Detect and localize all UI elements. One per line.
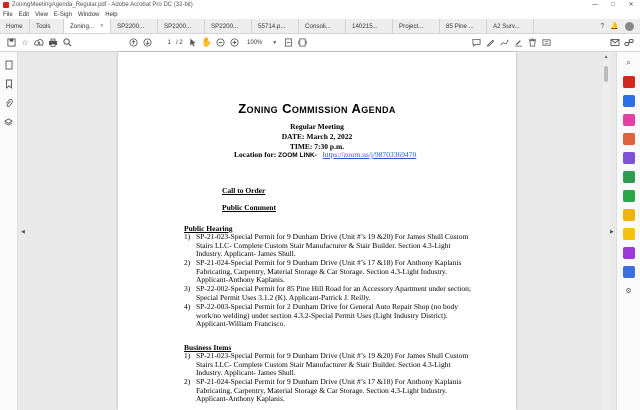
tabbar-right-icons — [600, 19, 640, 33]
tab-label: Consoli... — [305, 22, 331, 30]
print-icon[interactable] — [46, 36, 60, 50]
more-tools-icon[interactable] — [540, 36, 554, 50]
item-text: SP-21-024-Special Permit for 9 Dunham Drive (Unit #’s 17 &18) For Anthony Kaplanis Fabricating, Carpentry, Material Storage & Car Storage. Section 4.3-Light Industry. Applicant-Anthony Kaplanis. — [196, 258, 462, 285]
item-number: 4) — [184, 302, 191, 311]
item-number: 2) — [184, 258, 191, 267]
tab-home[interactable] — [0, 19, 30, 33]
current-page-input[interactable]: 1 — [167, 39, 171, 46]
tab-document[interactable] — [205, 19, 252, 33]
item-number: 1) — [184, 351, 191, 360]
business-items-heading: Business Items — [184, 343, 232, 352]
attachments-paperclip-icon[interactable] — [2, 96, 16, 110]
scroll-up-arrow-icon[interactable]: ▲ — [603, 54, 609, 60]
delete-trash-icon[interactable] — [526, 36, 540, 50]
tab-label: 140215... — [352, 22, 378, 30]
collapse-left-panel-chevron-icon[interactable]: ◀ — [21, 229, 25, 235]
tab-label: SP2200... — [117, 22, 145, 30]
tab-document[interactable] — [252, 19, 299, 33]
tab-document[interactable] — [487, 19, 534, 33]
help-icon[interactable]: ? — [600, 22, 605, 30]
tab-document[interactable] — [299, 19, 346, 33]
fill-sign-icon[interactable] — [512, 36, 526, 50]
close-window-button[interactable]: ✕ — [628, 2, 634, 8]
item-text: SP-22-003-Special Permit for 2 Dunham Drive for General Auto Repair Shop (no body work/no welding) under section 4.3.2-Special Permit Uses (Light Industry District). Applicant-William Francisco. — [196, 302, 459, 329]
zoom-meeting-link[interactable]: https://zoom.us/j/98703369470 — [322, 150, 417, 159]
tab-label: 85 Pine ... — [446, 22, 474, 30]
tab-label: Project... — [399, 22, 424, 30]
window-title: ZoningMeetingAgenda_Regular.pdf - Adobe Acrobat Pro DC (32-bit) — [12, 2, 193, 8]
share-link-icon[interactable] — [622, 36, 636, 50]
item-number: 2) — [184, 377, 191, 386]
tab-label: Tools — [36, 22, 51, 30]
tab-document[interactable] — [111, 19, 158, 33]
public-hearing-item — [184, 233, 474, 259]
create-pdf-icon[interactable] — [623, 76, 635, 88]
menu-view[interactable]: View — [35, 11, 48, 18]
business-item — [184, 378, 474, 404]
tab-label: Zoning... — [70, 22, 95, 30]
main-toolbar — [0, 34, 640, 52]
agenda-title: Zoning Commission Agenda — [238, 101, 396, 116]
item-text: SP-21-023-Special Permit for 9 Dunham Drive (Unit #’s 19 &20) For James Shull Custom Stairs LLC- Complete Custom Stair Manufacturer & Stair Builder. Section 4.3-Light Industry. Applicant- James Shull. — [196, 351, 469, 378]
highlight-pen-icon[interactable] — [484, 36, 498, 50]
bookmark-star-icon[interactable]: ☆ — [21, 38, 29, 47]
next-page-icon[interactable] — [140, 36, 154, 50]
zoom-word: ZOOM — [278, 152, 298, 159]
comment-tool-icon[interactable] — [623, 228, 635, 240]
location-label: Location for: — [234, 150, 277, 159]
meeting-type: Regular Meeting — [290, 122, 344, 131]
menu-edit[interactable]: Edit — [18, 11, 30, 18]
send-for-review-icon[interactable] — [623, 209, 635, 221]
scrollbar-thumb[interactable] — [604, 66, 608, 82]
fill-and-sign-icon[interactable] — [623, 247, 635, 259]
notifications-icon[interactable]: 🔔 — [610, 23, 619, 30]
tab-bar — [0, 19, 640, 34]
protect-shield-icon[interactable] — [623, 266, 635, 278]
bookmarks-icon[interactable] — [2, 77, 16, 91]
edit-pdf-icon[interactable] — [623, 114, 635, 126]
item-number: 3) — [184, 284, 191, 293]
close-tab-icon[interactable]: ✕ — [99, 23, 104, 29]
send-email-icon[interactable] — [608, 36, 622, 50]
tab-document[interactable] — [346, 19, 393, 33]
scroll-mode-icon[interactable] — [296, 36, 310, 50]
hand-tool-icon[interactable]: ✋ — [201, 37, 213, 47]
collapse-right-panel-chevron-icon[interactable]: ▶ — [610, 229, 614, 235]
menu-bar — [0, 10, 640, 19]
tab-label: SP2200... — [211, 22, 239, 30]
page-total: / 2 — [176, 39, 183, 46]
zoom-out-icon[interactable] — [214, 36, 228, 50]
link-word: LINK- — [299, 152, 317, 159]
public-hearing-heading: Public Hearing — [184, 224, 233, 233]
zoom-in-icon[interactable] — [228, 36, 242, 50]
zoom-level-dropdown[interactable]: 100% — [246, 39, 263, 46]
meeting-time: TIME: 7:30 p.m. — [289, 142, 345, 151]
item-text: SP-21-024-Special Permit for 9 Dunham Drive (Unit #’s 17 &18) For Anthony Kaplanis Fabricating, Carpentry, Material Storage & Car Storage. Section 4.3-Light Industry. Applicant-Anthony Kaplanis. — [196, 377, 462, 404]
more-tools-wrench-icon[interactable]: ⚙ — [625, 288, 632, 295]
account-avatar-icon[interactable] — [625, 22, 634, 31]
upload-cloud-icon[interactable] — [32, 36, 46, 50]
business-item — [184, 352, 474, 378]
tab-label: 55714.p... — [258, 22, 286, 30]
pdf-page — [118, 52, 516, 410]
public-hearing-item — [184, 303, 474, 329]
tab-label: Home — [6, 22, 23, 30]
meeting-date: DATE: March 2, 2022 — [281, 132, 353, 141]
organize-pages-icon[interactable] — [623, 171, 635, 183]
combine-files-icon[interactable] — [623, 95, 635, 107]
menu-window[interactable]: Window — [77, 11, 100, 18]
acrobat-app-icon — [3, 2, 9, 8]
menu-help[interactable]: Help — [105, 11, 118, 18]
public-comment-heading: Public Comment — [222, 203, 276, 212]
tab-document[interactable] — [158, 19, 205, 33]
public-hearing-item — [184, 285, 474, 302]
minimize-button[interactable]: — — [592, 2, 598, 8]
title-bar — [0, 0, 640, 10]
tab-document[interactable] — [440, 19, 487, 33]
vertical-scrollbar[interactable] — [603, 52, 609, 410]
draw-icon[interactable] — [498, 36, 512, 50]
menu-esign[interactable]: E-Sign — [53, 11, 72, 18]
page-thumbnails-icon[interactable] — [2, 58, 16, 72]
window-controls — [586, 0, 640, 10]
maximize-button[interactable]: □ — [611, 2, 615, 8]
tab-tools[interactable] — [30, 19, 64, 33]
tab-document-active[interactable] — [64, 19, 111, 33]
tab-label: SP2200... — [164, 22, 192, 30]
left-navigation-panel — [0, 52, 18, 410]
request-signatures-icon[interactable] — [623, 152, 635, 164]
right-tools-panel — [616, 52, 640, 410]
scan-ocr-icon[interactable] — [623, 190, 635, 202]
call-to-order-heading: Call to Order — [222, 186, 266, 195]
page-fit-icon[interactable] — [282, 36, 296, 50]
item-text: SP-22-002-Special Permit for 85 Pine Hill Road for an Accessory Apartment under section; Special Permit Uses 3.1.2 (K). Applicant-Patrick J. Reilly. — [196, 284, 471, 302]
zoom-dropdown-chevron-icon[interactable]: ▼ — [272, 39, 278, 46]
tab-label: A2 Surv... — [493, 22, 520, 30]
meeting-location — [234, 150, 416, 159]
save-icon[interactable] — [4, 36, 18, 50]
select-cursor-icon[interactable] — [186, 36, 200, 50]
layers-icon[interactable] — [2, 115, 16, 129]
search-tools-icon[interactable]: ⌕ — [626, 58, 631, 67]
page-indicator — [157, 40, 183, 46]
comment-icon[interactable] — [470, 36, 484, 50]
tab-document[interactable] — [393, 19, 440, 33]
export-pdf-icon[interactable] — [623, 133, 635, 145]
search-icon[interactable] — [60, 36, 74, 50]
menu-file[interactable]: File — [3, 11, 13, 18]
item-number: 1) — [184, 232, 191, 241]
previous-page-icon[interactable] — [126, 36, 140, 50]
public-hearing-item — [184, 259, 474, 285]
item-text: SP-21-023-Special Permit for 9 Dunham Drive (Unit #’s 19 &20) For James Shull Custom Stairs LLC- Complete Custom Stair Manufacturer & Stair Builder. Section 4.3-Light Industry. Applicant- James Shull. — [196, 232, 469, 259]
